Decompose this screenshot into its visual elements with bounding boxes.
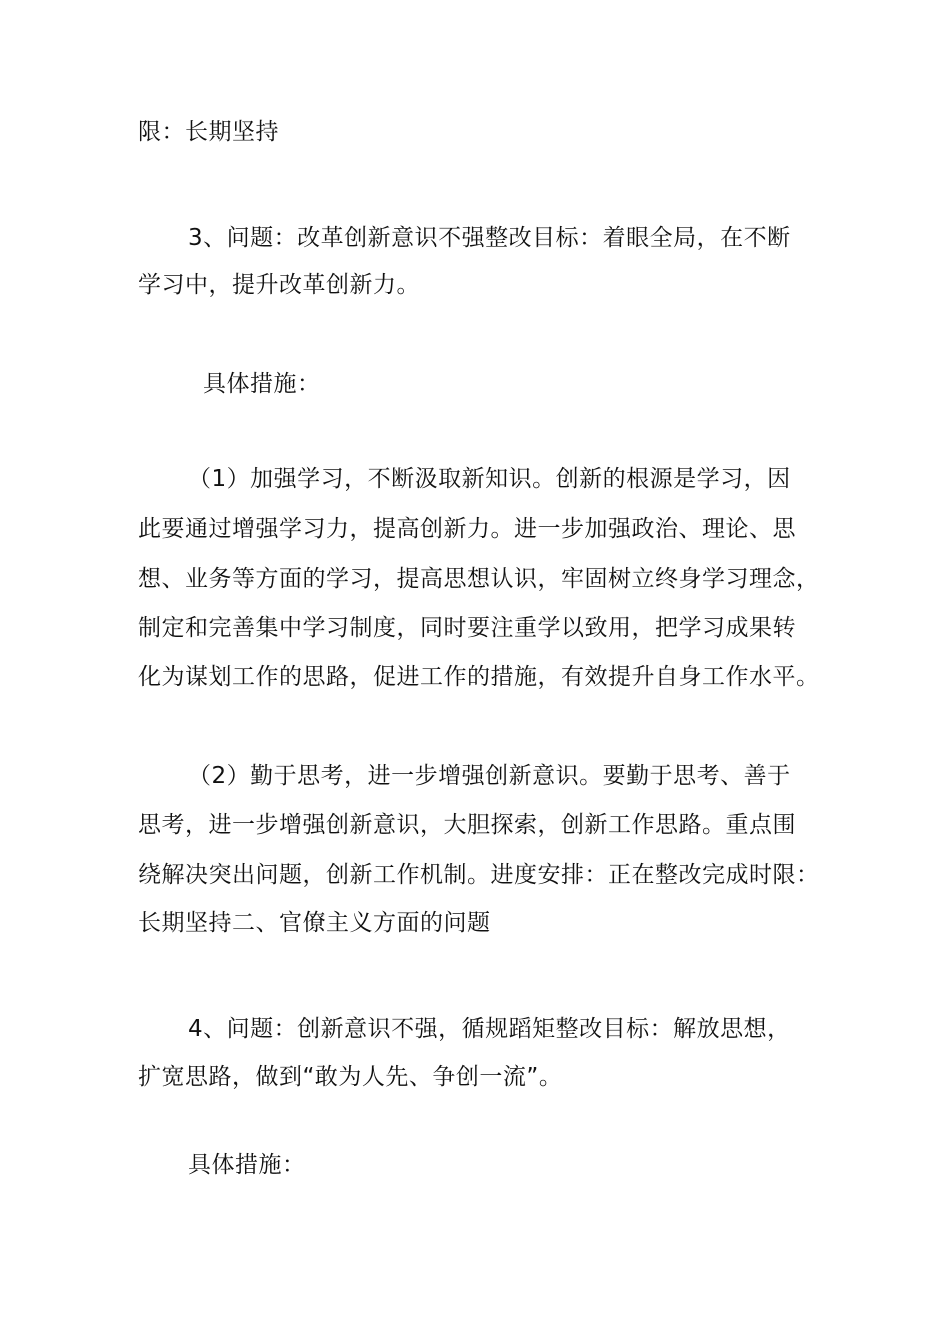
text-line: 绕解决突出问题，创新工作机制。进度安排：正在整改完成时限： <box>138 862 820 888</box>
text-line: 长期坚持二、官僚主义方面的问题 <box>138 910 491 936</box>
text-line: 思考，进一步增强创新意识，大胆探索，创新工作思路。重点围 <box>138 812 796 838</box>
text-line: 制定和完善集中学习制度，同时要注重学以致用，把学习成果转 <box>138 615 796 641</box>
text-line: （2）勤于思考，进一步增强创新意识。要勤于思考、善于 <box>188 763 791 789</box>
text-line: 限：长期坚持 <box>138 119 279 145</box>
section-heading: 具体措施： <box>188 1152 306 1178</box>
text-line: 扩宽思路，做到“敢为人先、争创一流”。 <box>138 1064 563 1090</box>
text-line: 学习中，提升改革创新力。 <box>138 272 420 298</box>
section-heading: 具体措施： <box>203 371 321 397</box>
text-line: 3、问题：改革创新意识不强整改目标：着眼全局，在不断 <box>188 225 791 251</box>
text-line: （1）加强学习，不断汲取新知识。创新的根源是学习，因 <box>188 466 791 492</box>
text-line: 想、业务等方面的学习，提高思想认识，牢固树立终身学习理念， <box>138 566 820 592</box>
text-line: 化为谋划工作的思路，促进工作的措施，有效提升自身工作水平。 <box>138 664 820 690</box>
text-line: 4、问题：创新意识不强，循规蹈矩整改目标：解放思想， <box>188 1016 791 1042</box>
text-line: 此要通过增强学习力，提高创新力。进一步加强政治、理论、思 <box>138 516 796 542</box>
